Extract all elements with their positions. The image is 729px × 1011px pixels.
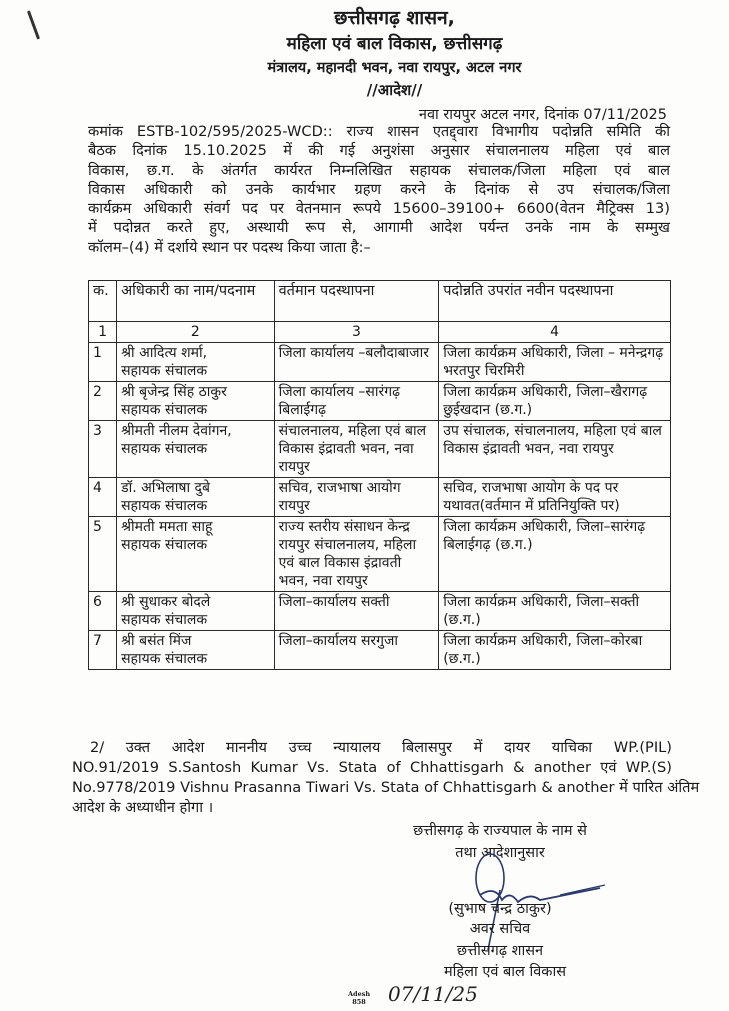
header-department: महिला एवं बाल विकास, छत्तीसगढ़ [286,34,503,54]
order-date: नवा रायपुर अटल नगर, दिनांक 07/11/2025 [418,107,667,123]
promotion-table [88,280,671,670]
table-row [89,517,671,592]
cell-officer [117,631,275,670]
dispatch-number: 858 [352,998,366,1006]
cell-officer [117,382,275,421]
handwritten-date: 07/11/25 [388,982,478,1006]
cell-serial: 2 [89,382,117,421]
table-row [89,478,671,517]
officer-name: श्रीमती ममता साहू [121,519,213,535]
table-row [89,343,671,382]
column-number-row [89,322,671,343]
header-current-posting: वर्तमान पदस्थापना [274,281,439,322]
cell-serial: 1 [89,343,117,382]
note-line: 2/ उक्त आदेश माननीय उच्च न्यायालय बिलासपुर में दायर याचिका WP.(PIL) [90,739,672,756]
cell-officer [117,592,275,631]
cell-serial: 3 [89,421,117,478]
note-line: No.9778/2019 Vishnu Prasanna Tiwari Vs. Stata of Chhattisgarh & another में पारित अंतिम [72,779,700,796]
cell-new-posting: जिला कार्यक्रम अधिकारी, जिला–खैरागढ़ छुईखदान (छ.ग.) [439,382,671,421]
signatory-government: छत्तीसगढ़ शासन [456,943,544,959]
note-line: आदेश के अध्याधीन होगा । [72,799,214,816]
header-address: मंत्रालय, महानदी भवन, नवा रायपुर, अटल नगर [267,60,522,76]
col-number: 3 [274,322,439,343]
cell-new-posting: उप संचालक, संचालनालय, महिला एवं बाल विकास इंद्रावती भवन, नवा रायपुर [439,421,671,478]
cell-current-posting: संचालनालय, महिला एवं बाल विकास इंद्रावती भवन, नवा रायपुर [274,421,439,478]
table-row [89,592,671,631]
cell-new-posting: जिला कार्यक्रम अधिकारी, जिला – मनेन्द्रगढ़ भरतपुर चिरमिरी [439,343,671,382]
cell-current-posting: जिला–कार्यालय सरगुजा [274,631,439,670]
intro-line: कमांक ESTB-102/595/2025-WCD:: राज्य शासन एतद्द्वारा विभागीय पदोन्नति समिति की [88,123,670,140]
officer-name: श्री सुधाकर बोदले [121,594,211,610]
signatory-designation: अवर सचिव [469,921,531,937]
header-serial: क. [89,281,117,322]
intro-paragraph [88,122,670,257]
cell-current-posting: जिला–कार्यालय सक्ती [274,592,439,631]
cell-current-posting: जिला कार्यालय –बलौदाबाजार [274,343,439,382]
order-title: //आदेश// [366,81,423,99]
officer-post: सहायक संचालक [121,363,208,379]
cell-serial: 6 [89,592,117,631]
note-paragraph [72,738,700,818]
header-government: छत्तीसगढ़ शासन, [334,7,455,29]
cell-current-posting: राज्य स्तरीय संसाधन केन्द्र रायपुर संचालनालय, महिला एवं बाल विकास इंद्रावती भवन, नवा रायपुर [274,517,439,592]
cell-officer [117,517,275,592]
header-new-posting: पदोन्नति उपरांत नवीन पदस्थापना [439,281,671,322]
cell-new-posting: जिला कार्यक्रम अधिकारी, जिला–सारंगढ़ बिलाईगढ़ (छ.ग.) [439,517,671,592]
officer-name: डॉ. अभिलाषा दुबे [121,480,210,496]
col-number: 2 [117,322,275,343]
header-officer: अधिकारी का नाम/पदनाम [117,281,275,322]
dispatch-label: Adesh [348,990,371,998]
col-number: 1 [89,322,117,343]
cell-serial: 4 [89,478,117,517]
intro-line: में पदोन्नत करते हुए, अस्थायी रूप से, आगामी आदेश पर्यन्त उनके नाम के सम्मुख [88,219,670,237]
officer-name: श्री आदित्य शर्मा, [121,345,208,361]
note-line: NO.91/2019 S.Santosh Kumar Vs. Stata of Chhattisgarh & another एवं WP.(S) [72,759,672,776]
cell-current-posting: सचिव, राजभाषा आयोग रायपुर [274,478,439,517]
table-row [89,382,671,421]
cell-officer [117,343,275,382]
officer-post: सहायक संचालक [121,537,208,553]
dispatch-stamp [348,990,370,1006]
officer-post: सहायक संचालक [121,441,208,457]
signature-authority-line2: तथा आदेशानुसार [455,845,545,861]
officer-post: सहायक संचालक [121,651,208,667]
cell-new-posting: सचिव, राजभाषा आयोग के पद पर यथावत(वर्तमान में प्रतिनियुक्ति पर) [439,478,671,517]
intro-line: विकास, छ.ग. के अंतर्गत कार्यरत निम्नलिखित सहायक संचालक/जिला महिला एवं बाल [88,161,670,179]
cell-new-posting: जिला कार्यक्रम अधिकारी, जिला–सक्ती (छ.ग.) [439,592,671,631]
cell-officer [117,421,275,478]
intro-line: कॉलम–(4) में दर्शाये स्थान पर पदस्थ किया जाता है:– [88,238,371,256]
officer-name: श्री बृजेन्द्र सिंह ठाकुर [121,384,227,400]
col-number: 4 [439,322,671,343]
table-header-row [89,281,671,322]
cell-new-posting: जिला कार्यक्रम अधिकारी, जिला–कोरबा (छ.ग.) [439,631,671,670]
officer-name: श्रीमती नीलम देवांगन, [121,423,232,439]
signatory-department: महिला एवं बाल विकास [444,964,566,980]
cell-serial: 5 [89,517,117,592]
intro-line: विकास अधिकारी को उनके कार्यभार ग्रहण करने के दिनांक से उप संचालक/जिला [88,180,670,198]
table-row [89,631,671,670]
cell-current-posting: जिला कार्यालय –सारंगढ़ बिलाईगढ़ [274,382,439,421]
signatory-name: (सुभाष चन्द्र ठाकुर) [448,901,552,917]
intro-line: बैठक दिनांक 15.10.2025 में की गई अनुशंसा अनुसार संचालनालय महिला एवं बाल [88,142,670,160]
officer-post: सहायक संचालक [121,612,208,628]
officer-post: सहायक संचालक [121,402,208,418]
signature-authority-line1: छत्तीसगढ़ के राज्यपाल के नाम से [413,823,587,839]
officer-post: सहायक संचालक [121,498,208,514]
cell-officer [117,478,275,517]
cell-serial: 7 [89,631,117,670]
table-row [89,421,671,478]
intro-line: कार्यक्रम अधिकारी संवर्ग पद पर वेतनमान रूपये 15600–39100+ 6600(वेतन मैट्रिक्स 13) [88,200,670,218]
officer-name: श्री बसंत मिंज [121,633,192,649]
